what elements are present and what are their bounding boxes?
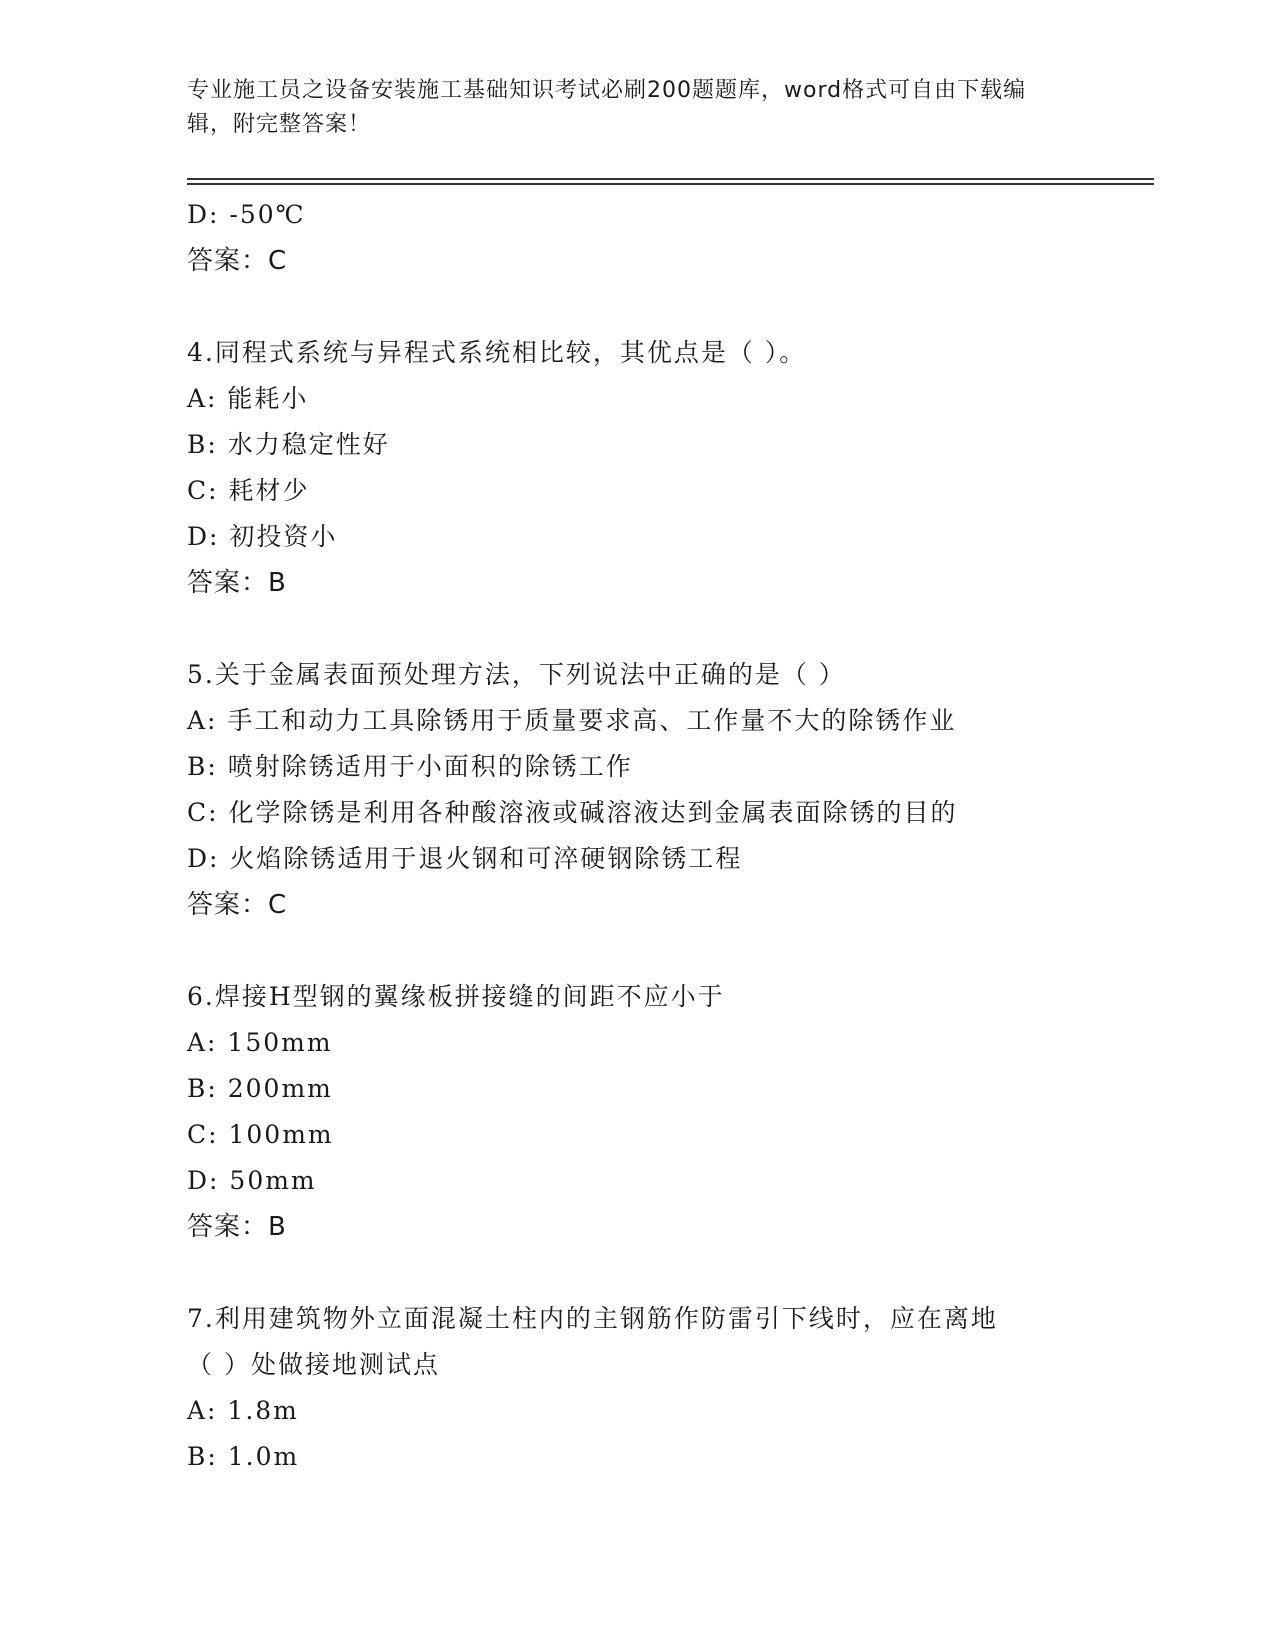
header-divider-top <box>187 178 1154 180</box>
header-divider-bottom <box>187 183 1154 185</box>
question-4 <box>187 330 1147 606</box>
question-title: 5.关于金属表面预处理方法，下列说法中正确的是（ ） <box>187 660 846 689</box>
spacer <box>187 1250 1147 1296</box>
option-a: A: 1.8m <box>187 1396 299 1425</box>
page-header: 专业施工员之设备安装施工基础知识考试必刷200题题库，word格式可自由下载编辑，附完整答案！ <box>187 78 1027 137</box>
spacer <box>187 284 1147 330</box>
previous-option-d: D: -50℃ <box>187 200 306 229</box>
option-c: C: 化学除锈是利用各种酸溶液或碱溶液达到金属表面除锈的目的 <box>187 798 958 827</box>
question-title-line-2: （ ）处做接地测试点 <box>187 1350 440 1379</box>
answer: 答案：B <box>187 1212 287 1242</box>
option-d: D: 初投资小 <box>187 522 338 551</box>
option-d: D: 火焰除锈适用于退火钢和可淬硬钢除锈工程 <box>187 844 743 873</box>
option-b: B: 喷射除锈适用于小面积的除锈工作 <box>187 752 633 781</box>
question-title: 6.焊接H型钢的翼缘板拼接缝的间距不应小于 <box>187 982 725 1011</box>
option-d: D: 50mm <box>187 1166 317 1195</box>
question-6 <box>187 974 1147 1250</box>
option-c: C: 100mm <box>187 1120 334 1149</box>
answer: 答案：B <box>187 568 287 598</box>
option-a: A: 手工和动力工具除锈用于质量要求高、工作量不大的除锈作业 <box>187 706 957 735</box>
spacer <box>187 606 1147 652</box>
question-5 <box>187 652 1147 928</box>
option-b: B: 1.0m <box>187 1442 300 1471</box>
answer: 答案：C <box>187 890 288 920</box>
question-title: 4.同程式系统与异程式系统相比较，其优点是（ ）。 <box>187 338 807 367</box>
option-a: A: 150mm <box>187 1028 333 1057</box>
option-b: B: 水力稳定性好 <box>187 430 390 459</box>
previous-answer: 答案：C <box>187 246 288 276</box>
question-7 <box>187 1296 1147 1480</box>
option-b: B: 200mm <box>187 1074 333 1103</box>
question-content <box>187 192 1147 1480</box>
spacer <box>187 928 1147 974</box>
option-a: A: 能耗小 <box>187 384 309 413</box>
option-c: C: 耗材少 <box>187 476 310 505</box>
question-title-line-1: 7.利用建筑物外立面混凝土柱内的主钢筋作防雷引下线时，应在离地 <box>187 1304 998 1333</box>
